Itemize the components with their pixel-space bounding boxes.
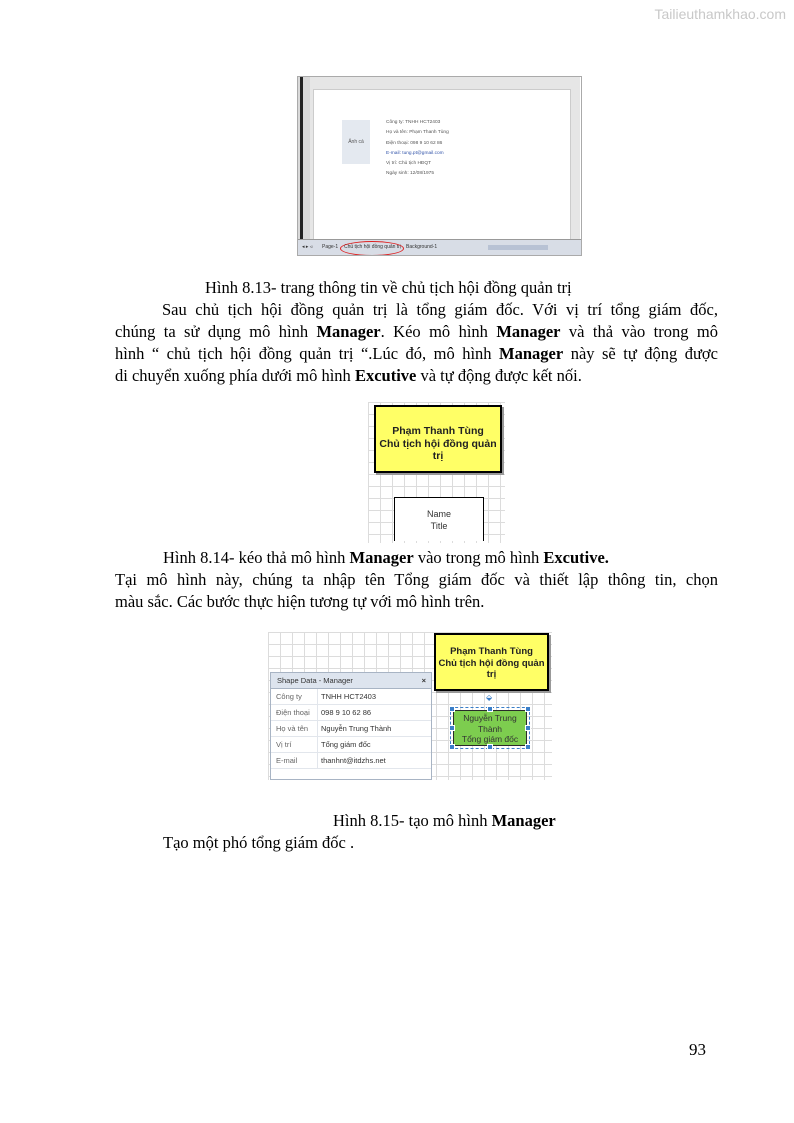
selection-handle[interactable] bbox=[487, 744, 493, 750]
text: vào trong mô hình bbox=[413, 548, 544, 567]
tab-chu-tich[interactable]: Chủ tịch hội đồng quản trị bbox=[344, 244, 401, 250]
selection-handle[interactable] bbox=[449, 725, 455, 731]
exec-name: Phạm Thanh Tùng bbox=[450, 646, 533, 657]
mgr-name: Name bbox=[426, 509, 451, 519]
executive-shape[interactable] bbox=[434, 633, 549, 691]
selection-handle[interactable] bbox=[449, 744, 455, 750]
tab-nav-arrows[interactable]: ◂ ▸ ◃ bbox=[302, 244, 313, 250]
bold-term: Excutive. bbox=[543, 548, 609, 567]
selection-handle[interactable] bbox=[525, 744, 531, 750]
bold-term: Manager bbox=[349, 548, 414, 567]
caption-8-14 bbox=[163, 547, 609, 569]
para2-line2: màu sắc. Các bước thực hiện tương tự với mô hình trên. bbox=[115, 592, 485, 611]
figure-8-13-screenshot bbox=[297, 76, 582, 256]
text: di chuyển xuống phía dưới mô hình bbox=[115, 366, 355, 385]
row-value[interactable]: TNHH HCT2403 bbox=[321, 692, 377, 701]
row-key: Điện thoại bbox=[276, 708, 310, 717]
bold-term: Manager bbox=[499, 344, 564, 363]
bold-term: Manager bbox=[491, 811, 556, 830]
close-icon[interactable]: × bbox=[421, 676, 426, 685]
info-line: Họ và tên: Phạm Thanh Tùng bbox=[386, 130, 449, 136]
row-value[interactable]: Tổng giám đốc bbox=[321, 740, 371, 749]
figure-8-14 bbox=[368, 402, 505, 543]
mgr-title: Title bbox=[430, 521, 448, 531]
exec-title: Chủ tịch hội đồng quản bbox=[379, 437, 497, 450]
row-key: Vị trí bbox=[276, 740, 292, 749]
bold-term: Excutive bbox=[354, 366, 417, 385]
para1-line4 bbox=[115, 365, 718, 387]
figure-8-15 bbox=[268, 632, 552, 780]
shape-data-panel bbox=[270, 672, 432, 780]
selection-handle[interactable] bbox=[525, 706, 531, 712]
info-line: Ngày sinh: 12/08/1975 bbox=[386, 171, 435, 177]
paragraph-3: Tạo một phó tổng giám đốc . bbox=[163, 833, 355, 852]
connector-arrow-icon: ⬙ bbox=[486, 693, 493, 702]
exec-name: Phạm Thanh Tùng bbox=[392, 425, 484, 437]
tab-background-1[interactable]: Background-1 bbox=[406, 244, 438, 250]
para1-line3 bbox=[115, 343, 718, 365]
page-tabs-bar bbox=[298, 239, 581, 256]
row-key: Họ và tên bbox=[276, 724, 309, 733]
data-row[interactable] bbox=[271, 753, 431, 769]
row-key: E-mail bbox=[276, 756, 298, 765]
executive-shape[interactable] bbox=[374, 405, 502, 473]
text: Hình 8.15- tạo mô hình bbox=[333, 811, 492, 830]
paragraph-1 bbox=[115, 299, 718, 387]
mgr-title: Tổng giám đốc bbox=[461, 734, 519, 744]
exec-title-cont: trị bbox=[432, 450, 444, 462]
text: và thả vào trong mô bbox=[560, 322, 719, 341]
text: này sẽ tự động được bbox=[563, 344, 718, 363]
info-line-email[interactable]: E-mail: tung.pt@gmail.com bbox=[386, 150, 444, 156]
highlight-oval bbox=[340, 241, 404, 256]
ruler-edge bbox=[300, 77, 303, 239]
mgr-name: Nguyễn Trung bbox=[463, 713, 517, 723]
bold-term: Manager bbox=[316, 322, 381, 341]
para2-line1: Tại mô hình này, chúng ta nhập tên Tổng giám đốc và thiết lập thông tin, chọn bbox=[115, 570, 718, 589]
info-line: Vị trí: Chủ tịch HĐQT bbox=[386, 161, 432, 167]
info-lines bbox=[386, 118, 449, 180]
panel-title: Shape Data - Manager bbox=[277, 676, 353, 685]
row-value[interactable]: Nguyễn Trung Thành bbox=[321, 724, 392, 733]
text: hình “ chủ tịch hội đồng quản trị “.Lúc đó, mô hình bbox=[115, 344, 500, 363]
row-value[interactable]: 098 9 10 62 86 bbox=[321, 708, 372, 717]
paragraph-2 bbox=[115, 569, 718, 613]
data-row[interactable] bbox=[271, 737, 431, 753]
text: . Kéo mô hình bbox=[380, 322, 497, 341]
row-value[interactable]: thanhnt@itdzhs.net bbox=[321, 756, 386, 765]
para1-line1: Sau chủ tịch hội đồng quản trị là tổng giám đốc. Với vị trí tổng giám đốc, bbox=[162, 300, 718, 319]
selection-handle[interactable] bbox=[487, 706, 493, 712]
data-row[interactable] bbox=[271, 705, 431, 721]
watermark: Tailieuthamkhao.com bbox=[654, 6, 786, 22]
zoom-slider[interactable] bbox=[488, 245, 548, 250]
text: chúng ta sử dụng mô hình bbox=[115, 322, 317, 341]
exec-title-cont: trị bbox=[486, 669, 497, 680]
bold-term: Manager bbox=[496, 322, 561, 341]
photo-placeholder: Ảnh cá bbox=[342, 120, 370, 164]
caption-8-15 bbox=[333, 810, 556, 832]
data-row[interactable] bbox=[271, 689, 431, 705]
text: Hình 8.14- kéo thả mô hình bbox=[163, 548, 350, 567]
text: và tự động được kết nối. bbox=[416, 366, 582, 385]
page-number: 93 bbox=[689, 1040, 706, 1059]
data-row[interactable] bbox=[271, 721, 431, 737]
panel-header bbox=[271, 673, 431, 689]
manager-shape-selected[interactable] bbox=[453, 710, 527, 746]
drawing-page bbox=[313, 89, 571, 241]
mgr-name-cont: Thành bbox=[477, 723, 503, 734]
info-line: Công ty: TNHH HCT2403 bbox=[386, 120, 441, 125]
exec-title: Chủ tịch hội đồng quản bbox=[438, 657, 545, 669]
selection-handle[interactable] bbox=[449, 706, 455, 712]
selection-handle[interactable] bbox=[525, 725, 531, 731]
tab-page-1[interactable]: Page-1 bbox=[322, 244, 339, 250]
row-key: Công ty bbox=[276, 692, 302, 701]
info-line: Điện thoại: 098 9 10 62 86 bbox=[386, 140, 443, 146]
manager-shape-placeholder[interactable] bbox=[394, 497, 484, 541]
para1-line2 bbox=[115, 321, 718, 343]
caption-8-13: Hình 8.13- trang thông tin về chủ tịch hội đồng quản trị bbox=[205, 278, 572, 297]
